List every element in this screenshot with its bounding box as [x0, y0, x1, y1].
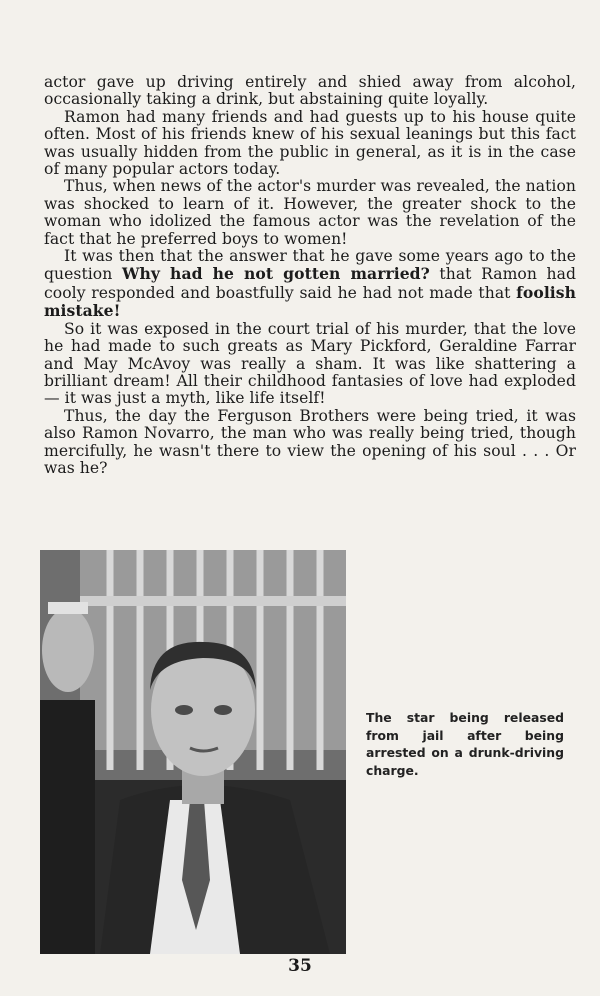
page-number: 35: [288, 956, 312, 976]
paragraph-4-bold-question: Why had he not gotten married?: [121, 264, 430, 284]
paragraph-4-part-2: that Ramon had cooly responded and boastfully said he had not made that: [44, 265, 576, 302]
paragraph-4-part-1: It was then that the answer that he gave some years ago to the question: [44, 247, 576, 284]
jail-release-photo: [40, 550, 346, 954]
paragraph-3: Thus, when news of the actor's murder was revealed, the nation was shocked to learn of it. However, the greater shock to the woman who idolized the famous actor was the revelation of the fact that he preferred boys to women!: [44, 177, 576, 248]
body-text: [44, 74, 576, 477]
photo-illustration: [40, 550, 346, 954]
paragraph-1: actor gave up driving entirely and shied away from alcohol, occasionally taking a drink, but abstaining quite loyally.: [44, 73, 576, 109]
paragraph-2: Ramon had many friends and had guests up to his house quite often. Most of his friends knew of his sexual leanings but this fact was usually hidden from the public in general, as it is in the case of many popular actors today.: [44, 107, 576, 179]
photo-caption: The star being released from jail after being arrested on a drunk-driving charge.: [366, 710, 564, 778]
officer-figure: [40, 602, 95, 954]
paragraph-4: [44, 248, 576, 321]
paragraph-6: Thus, the day the Ferguson Brothers were being tried, it was also Ramon Novarro, the man who was really being tried, though mercifully, he wasn't there to view the opening of his soul . . . Or was he?: [44, 406, 576, 477]
paragraph-5: So it was exposed in the court trial of his murder, that the love he had made to such greats as Mary Pickford, Geraldine Farrar and May McAvoy was really a sham. It was like shattering a brilliant dream! All their childhood fantasies of love had exploded — it was just a myth, like life itself!: [44, 319, 576, 408]
paragraph-4-bold-end: foolish mistake!: [44, 282, 576, 321]
